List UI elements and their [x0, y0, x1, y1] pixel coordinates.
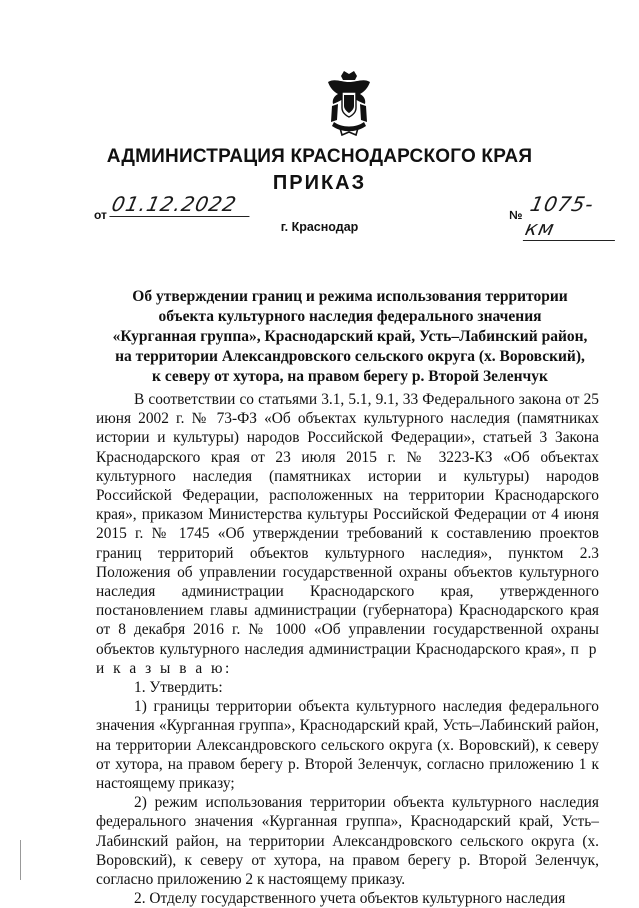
- krasnodar-coat-of-arms-icon: [324, 70, 374, 136]
- title-line: Об утверждении границ и режима использования территории: [132, 288, 568, 305]
- title-line: на территории Александровского сельского округа (х. Воровский),: [115, 348, 585, 365]
- document-type: ПРИКАЗ: [272, 172, 367, 194]
- city: г. Краснодар: [280, 220, 359, 234]
- preamble-paragraph: [96, 390, 599, 678]
- document-body: [96, 390, 599, 908]
- item-2: 2. Отделу государственного учета объектов культурного наследия: [134, 890, 566, 908]
- handwritten-date: 01.12.2022: [109, 192, 254, 217]
- organization-name: АДМИНИСТРАЦИЯ КРАСНОДАРСКОГО КРАЯ: [106, 146, 533, 167]
- item-1-1: 1) границы территории объекта культурного наследия федерального значения «Курганная группа», Краснодарский край, Усть–Лабинский район, на территории Александровского сельского округа (х. Воровский), к северу от хутора, на правом берегу р. Второй Зеленчук, согласно приложению 1 к настоящему приказу;: [96, 698, 599, 793]
- item-1: 1. Утвердить:: [134, 679, 223, 697]
- item-1-2: 2) режим использования территории объекта культурного наследия федерального значения «Курганная группа», Краснодарский край, Усть–Лабинский район, на территории Александровского сельского округа (х. Воровский), к северу от хутора, на правом берегу р. Второй Зеленчук, согласно приложению 2 к настоящему приказу.: [96, 794, 599, 889]
- order-word: п р и к а з ы в а ю:: [96, 640, 599, 677]
- date-label: от: [94, 208, 107, 222]
- handwritten-number: 1075-км: [523, 192, 625, 241]
- margin-mark: [20, 840, 21, 880]
- document-title: [90, 287, 610, 387]
- title-line: «Курганная группа», Краснодарский край, Усть–Лабинский район,: [112, 328, 588, 345]
- preamble-text: В соответствии со статьями 3.1, 5.1, 9.1, 33 Федерального закона от 25 июня 2002 г. № 73-ФЗ «Об объектах культурного наследия (памятниках истории и культуры) народов Российской Федерации», статьей 3 Закона Краснодарского края от 23 июля 2015 г. № 3223-КЗ «Об объектах культурного наследия (памятниках истории и культуры) народов Российской Федерации, расположенных на территории Краснодарского края», приказом Министерства культуры Российской Федерации от 4 июня 2015 г. № 1745 «Об утверждении требований к составлению проектов границ территорий объектов культурного наследия», пунктом 2.3 Положения об управлении государственной охраны объектов культурного наследия администрации Краснодарского края, утвержденного постановлением главы администрации (губернатора) Краснодарского края от 8 декабря 2016 г. № 1000 «Об управлении государственной охраны объектов культурного наследия администрации Краснодарского края»,: [96, 391, 599, 658]
- title-line: к северу от хутора, на правом берегу р. Второй Зеленчук: [152, 368, 548, 385]
- number-label: №: [509, 208, 523, 222]
- title-line: объекта культурного наследия федерального значения: [158, 308, 542, 325]
